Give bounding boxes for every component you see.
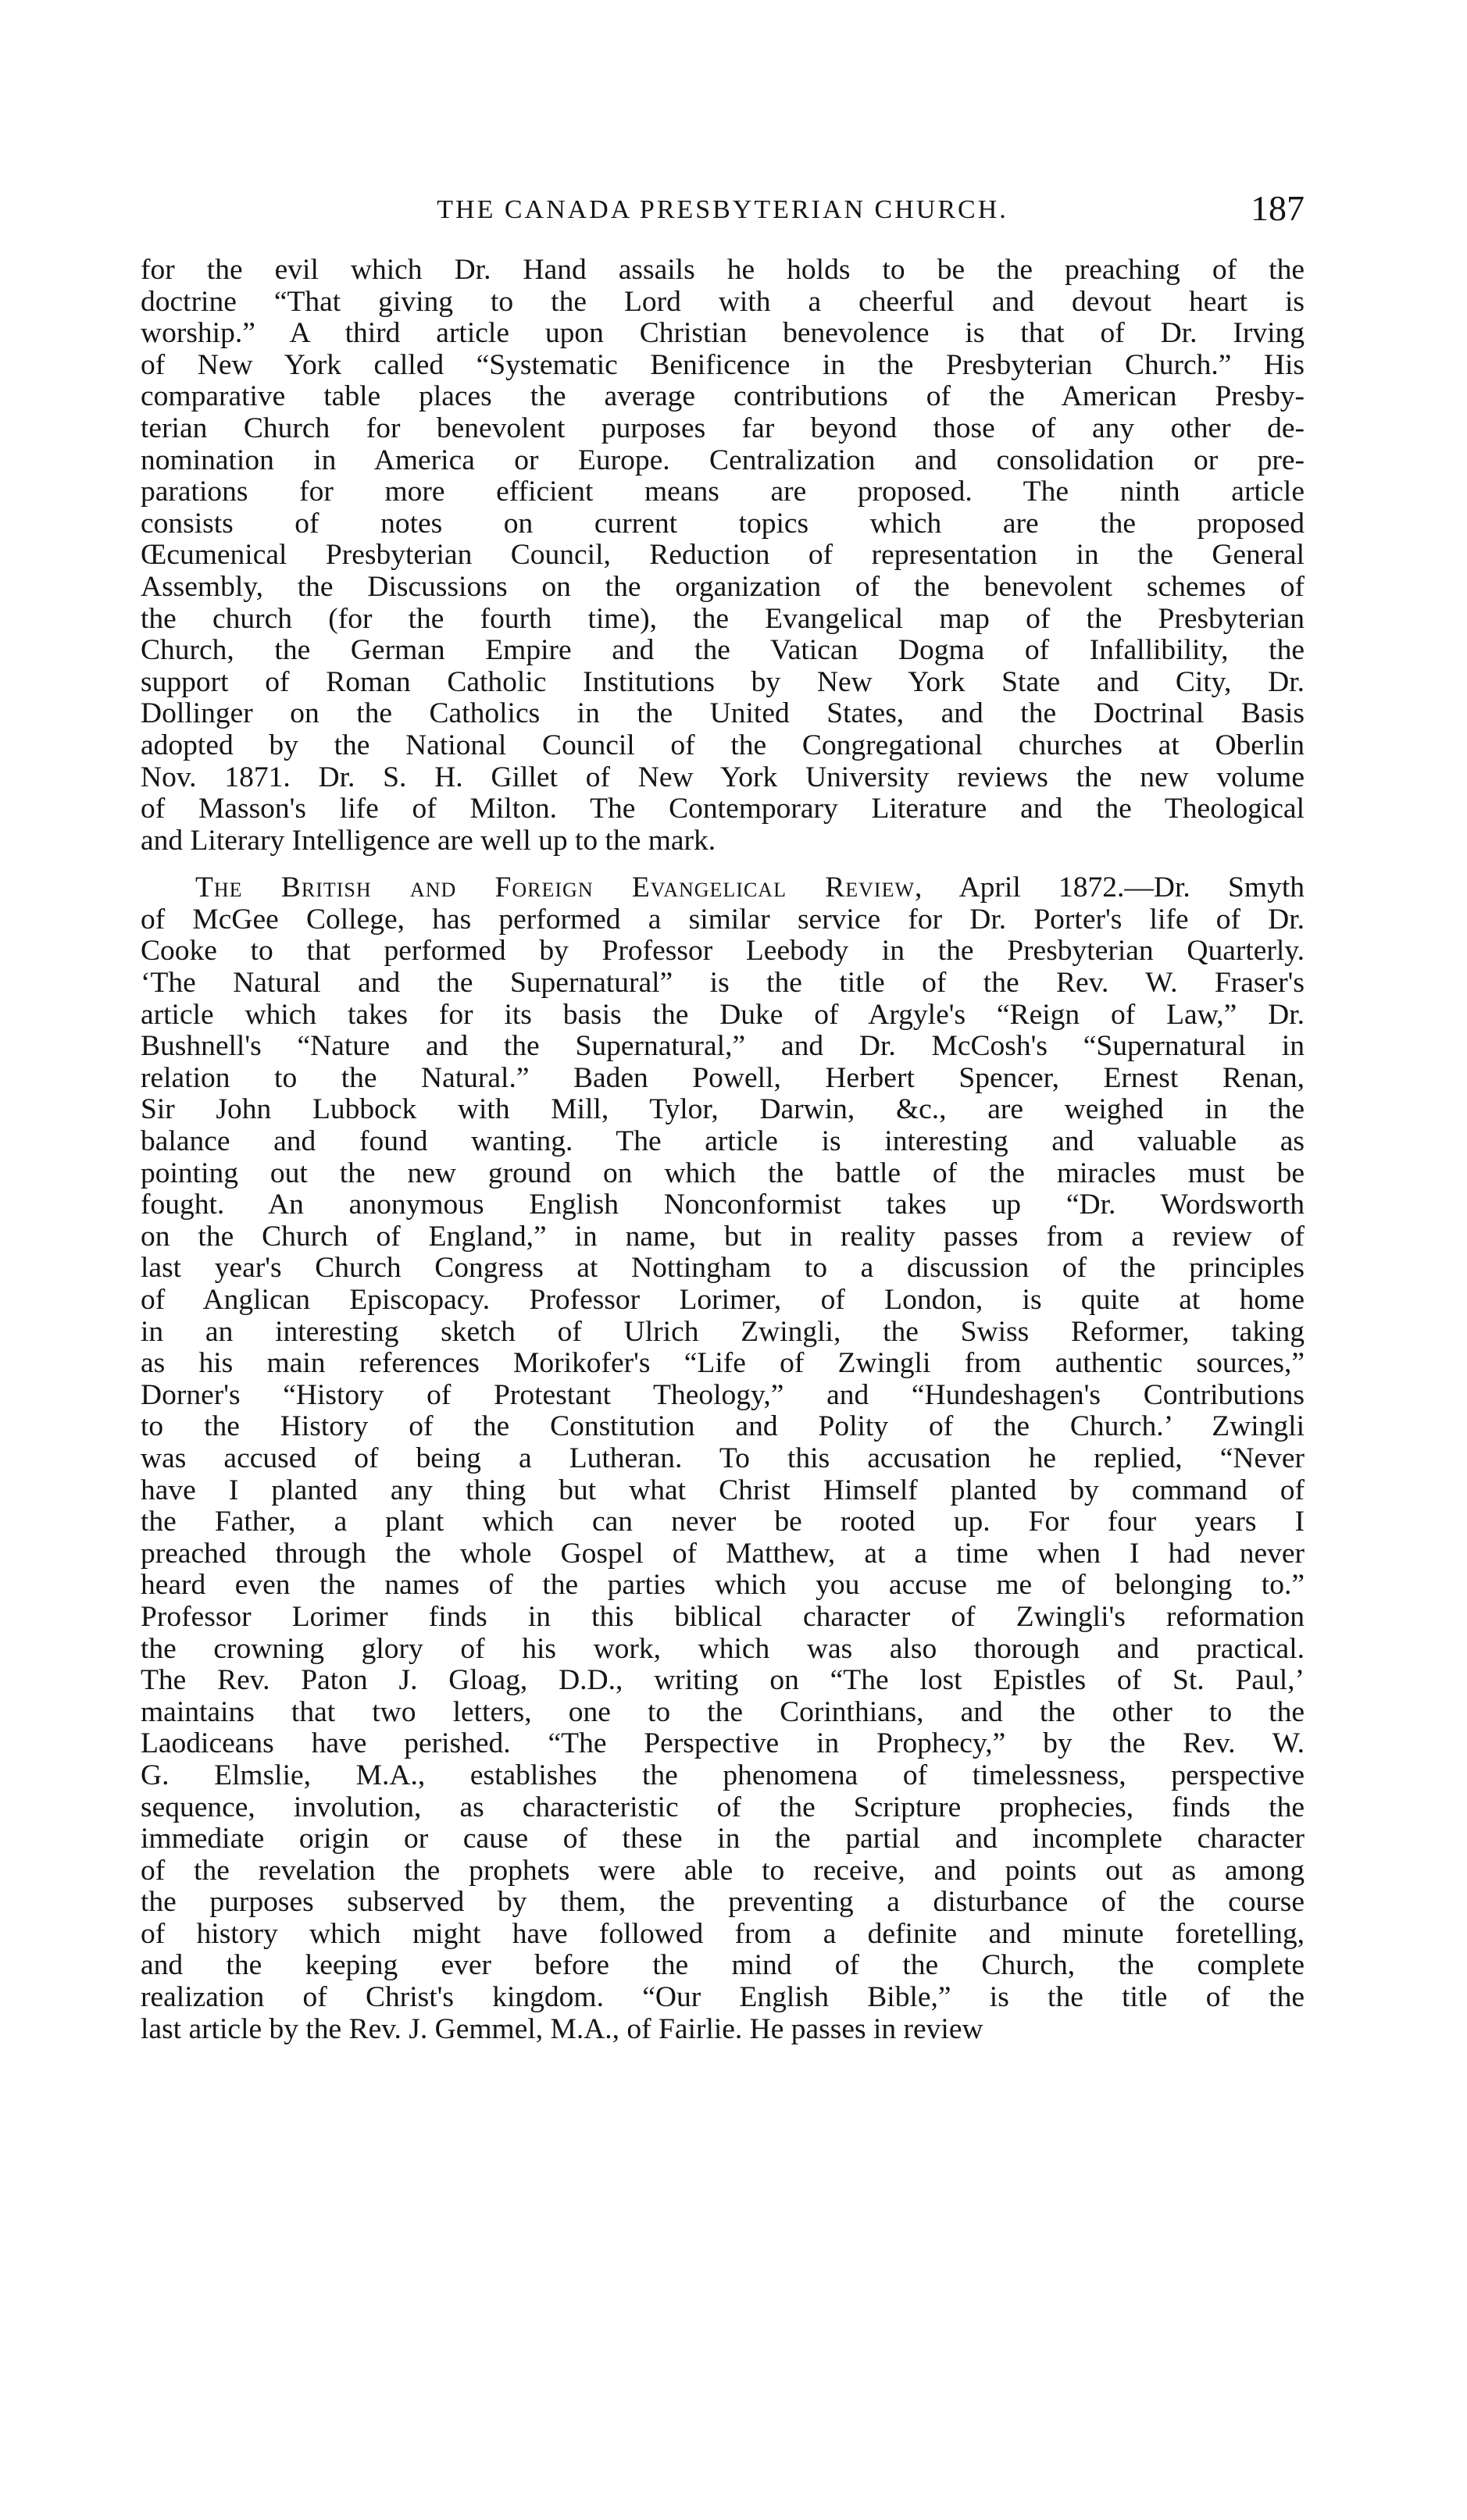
running-title: THE CANADA PRESBYTERIAN CHURCH. [437, 195, 1008, 224]
text-line: immediate origin or cause of these in the partial and incomplete character [141, 1823, 1305, 1855]
text-line: the Father, a plant which can never be rooted up. For four years I [141, 1506, 1305, 1538]
text-line: Dollinger on the Catholics in the United States, and the Doctrinal Basis [141, 698, 1305, 730]
text-line: Professor Lorimer finds in this biblical character of Zwingli's reformation [141, 1601, 1305, 1633]
text-line: of New York called “Systematic Benificence in the Presbyterian Church.” His [141, 349, 1305, 381]
text-line: of history which might have followed from a definite and minute foretelling, [141, 1918, 1305, 1950]
text-line: for the evil which Dr. Hand assails he holds to be the preaching of the [141, 255, 1305, 286]
text-line: comparative table places the average contributions of the American Presby- [141, 381, 1305, 413]
text-line: of McGee College, has performed a similar service for Dr. Porter's life of Dr. [141, 904, 1305, 936]
text-line: of the revelation the prophets were able to receive, and points out as among [141, 1855, 1305, 1887]
text-line: ‘The Natural and the Supernatural” is the title of the Rev. W. Fraser's [141, 968, 1305, 1000]
text-line: Church, the German Empire and the Vatican Dogma of Infallibility, the [141, 635, 1305, 667]
text-line: Œcumenical Presbyterian Council, Reduction of representation in the General [141, 540, 1305, 572]
text-line: on the Church of England,” in name, but in reality passes from a review of [141, 1221, 1305, 1253]
text-line: Cooke to that performed by Professor Leebody in the Presbyterian Quarterly. [141, 936, 1305, 968]
text-line: fought. An anonymous English Nonconformist takes up “Dr. Wordsworth [141, 1189, 1305, 1221]
text-line: parations for more efficient means are proposed. The ninth article [141, 476, 1305, 508]
body-text [141, 255, 1305, 2045]
text-line: in an interesting sketch of Ulrich Zwingli, the Swiss Reformer, taking [141, 1316, 1305, 1348]
text-line: article which takes for its basis the Duke of Argyle's “Reign of Law,” Dr. [141, 999, 1305, 1031]
text-line: Nov. 1871. Dr. S. H. Gillet of New York University reviews the new volume [141, 761, 1305, 793]
text-line: of Anglican Episcopacy. Professor Lorimer, of London, is quite at home [141, 1285, 1305, 1316]
text-line: and Literary Intelligence are well up to the mark. [141, 825, 716, 857]
text-line: support of Roman Catholic Institutions by New York State and City, Dr. [141, 666, 1305, 698]
text-line: doctrine “That giving to the Lord with a cheerful and devout heart is [141, 286, 1305, 318]
text-line: Dorner's “History of Protestant Theology,” and “Hundeshagen's Contributions [141, 1379, 1305, 1411]
text-line: the purposes subserved by them, the preventing a disturbance of the course [141, 1887, 1305, 1919]
text-line: Sir John Lubbock with Mill, Tylor, Darwin, &c., are weighed in the [141, 1094, 1305, 1126]
text-line: adopted by the National Council of the Congregational churches at Oberlin [141, 729, 1305, 761]
text-line: pointing out the new ground on which the battle of the miracles must be [141, 1157, 1305, 1189]
text-line-rest: April 1872.—Dr. Smyth [923, 872, 1305, 904]
text-line: and the keeping ever before the mind of the Church, the complete [141, 1950, 1305, 1982]
journal-title: The British and Foreign Evangelical Review, [195, 872, 923, 904]
text-line: consists of notes on current topics which are the proposed [141, 508, 1305, 540]
paragraph-2 [141, 872, 1305, 2045]
text-line: the crowning glory of his work, which was also thorough and practical. [141, 1633, 1305, 1665]
text-line: Assembly, the Discussions on the organization of the benevolent schemes of [141, 571, 1305, 603]
text-line: was accused of being a Lutheran. To this accusation he replied, “Never [141, 1442, 1305, 1474]
text-line: relation to the Natural.” Baden Powell, Herbert Spencer, Ernest Renan, [141, 1062, 1305, 1094]
text-line: terian Church for benevolent purposes far beyond those of any other de- [141, 412, 1305, 444]
text-line: have I planted any thing but what Christ Himself planted by command of [141, 1474, 1305, 1506]
page-number: 187 [1251, 188, 1305, 228]
text-line: as his main references Morikofer's “Life of Zwingli from authentic sources,” [141, 1348, 1305, 1380]
text-line: The Rev. Paton J. Gloag, D.D., writing on “The lost Epistles of St. Paul,’ [141, 1665, 1305, 1697]
text-line: last article by the Rev. J. Gemmel, M.A., of Fairlie. He passes in review [141, 2013, 983, 2045]
text-line: G. Elmslie, M.A., establishes the phenomena of timelessness, perspective [141, 1759, 1305, 1791]
text-line: preached through the whole Gospel of Matthew, at a time when I had never [141, 1538, 1305, 1570]
paragraph-1 [141, 255, 1305, 857]
text-line: nomination in America or Europe. Centralization and consolidation or pre- [141, 444, 1305, 476]
text-line: Bushnell's “Nature and the Supernatural,” and Dr. McCosh's “Supernatural in [141, 1031, 1305, 1063]
running-head [141, 187, 1305, 234]
text-line: last year's Church Congress at Nottingham to a discussion of the principles [141, 1253, 1305, 1285]
text-line: to the History of the Constitution and Polity of the Church.’ Zwingli [141, 1411, 1305, 1443]
text-line [141, 872, 1305, 904]
text-line: sequence, involution, as characteristic of the Scripture prophecies, finds the [141, 1791, 1305, 1823]
text-line: maintains that two letters, one to the Corinthians, and the other to the [141, 1696, 1305, 1728]
text-line: worship.” A third article upon Christian benevolence is that of Dr. Irving [141, 318, 1305, 350]
text-line: heard even the names of the parties which you accuse me of belonging to.” [141, 1570, 1305, 1602]
text-line: Laodiceans have perished. “The Perspective in Prophecy,” by the Rev. W. [141, 1728, 1305, 1760]
text-line: of Masson's life of Milton. The Contemporary Literature and the Theological [141, 793, 1305, 825]
text-line: balance and found wanting. The article is interesting and valuable as [141, 1126, 1305, 1158]
text-line: the church (for the fourth time), the Evangelical map of the Presbyterian [141, 603, 1305, 635]
text-line: realization of Christ's kingdom. “Our English Bible,” is the title of the [141, 1982, 1305, 2014]
